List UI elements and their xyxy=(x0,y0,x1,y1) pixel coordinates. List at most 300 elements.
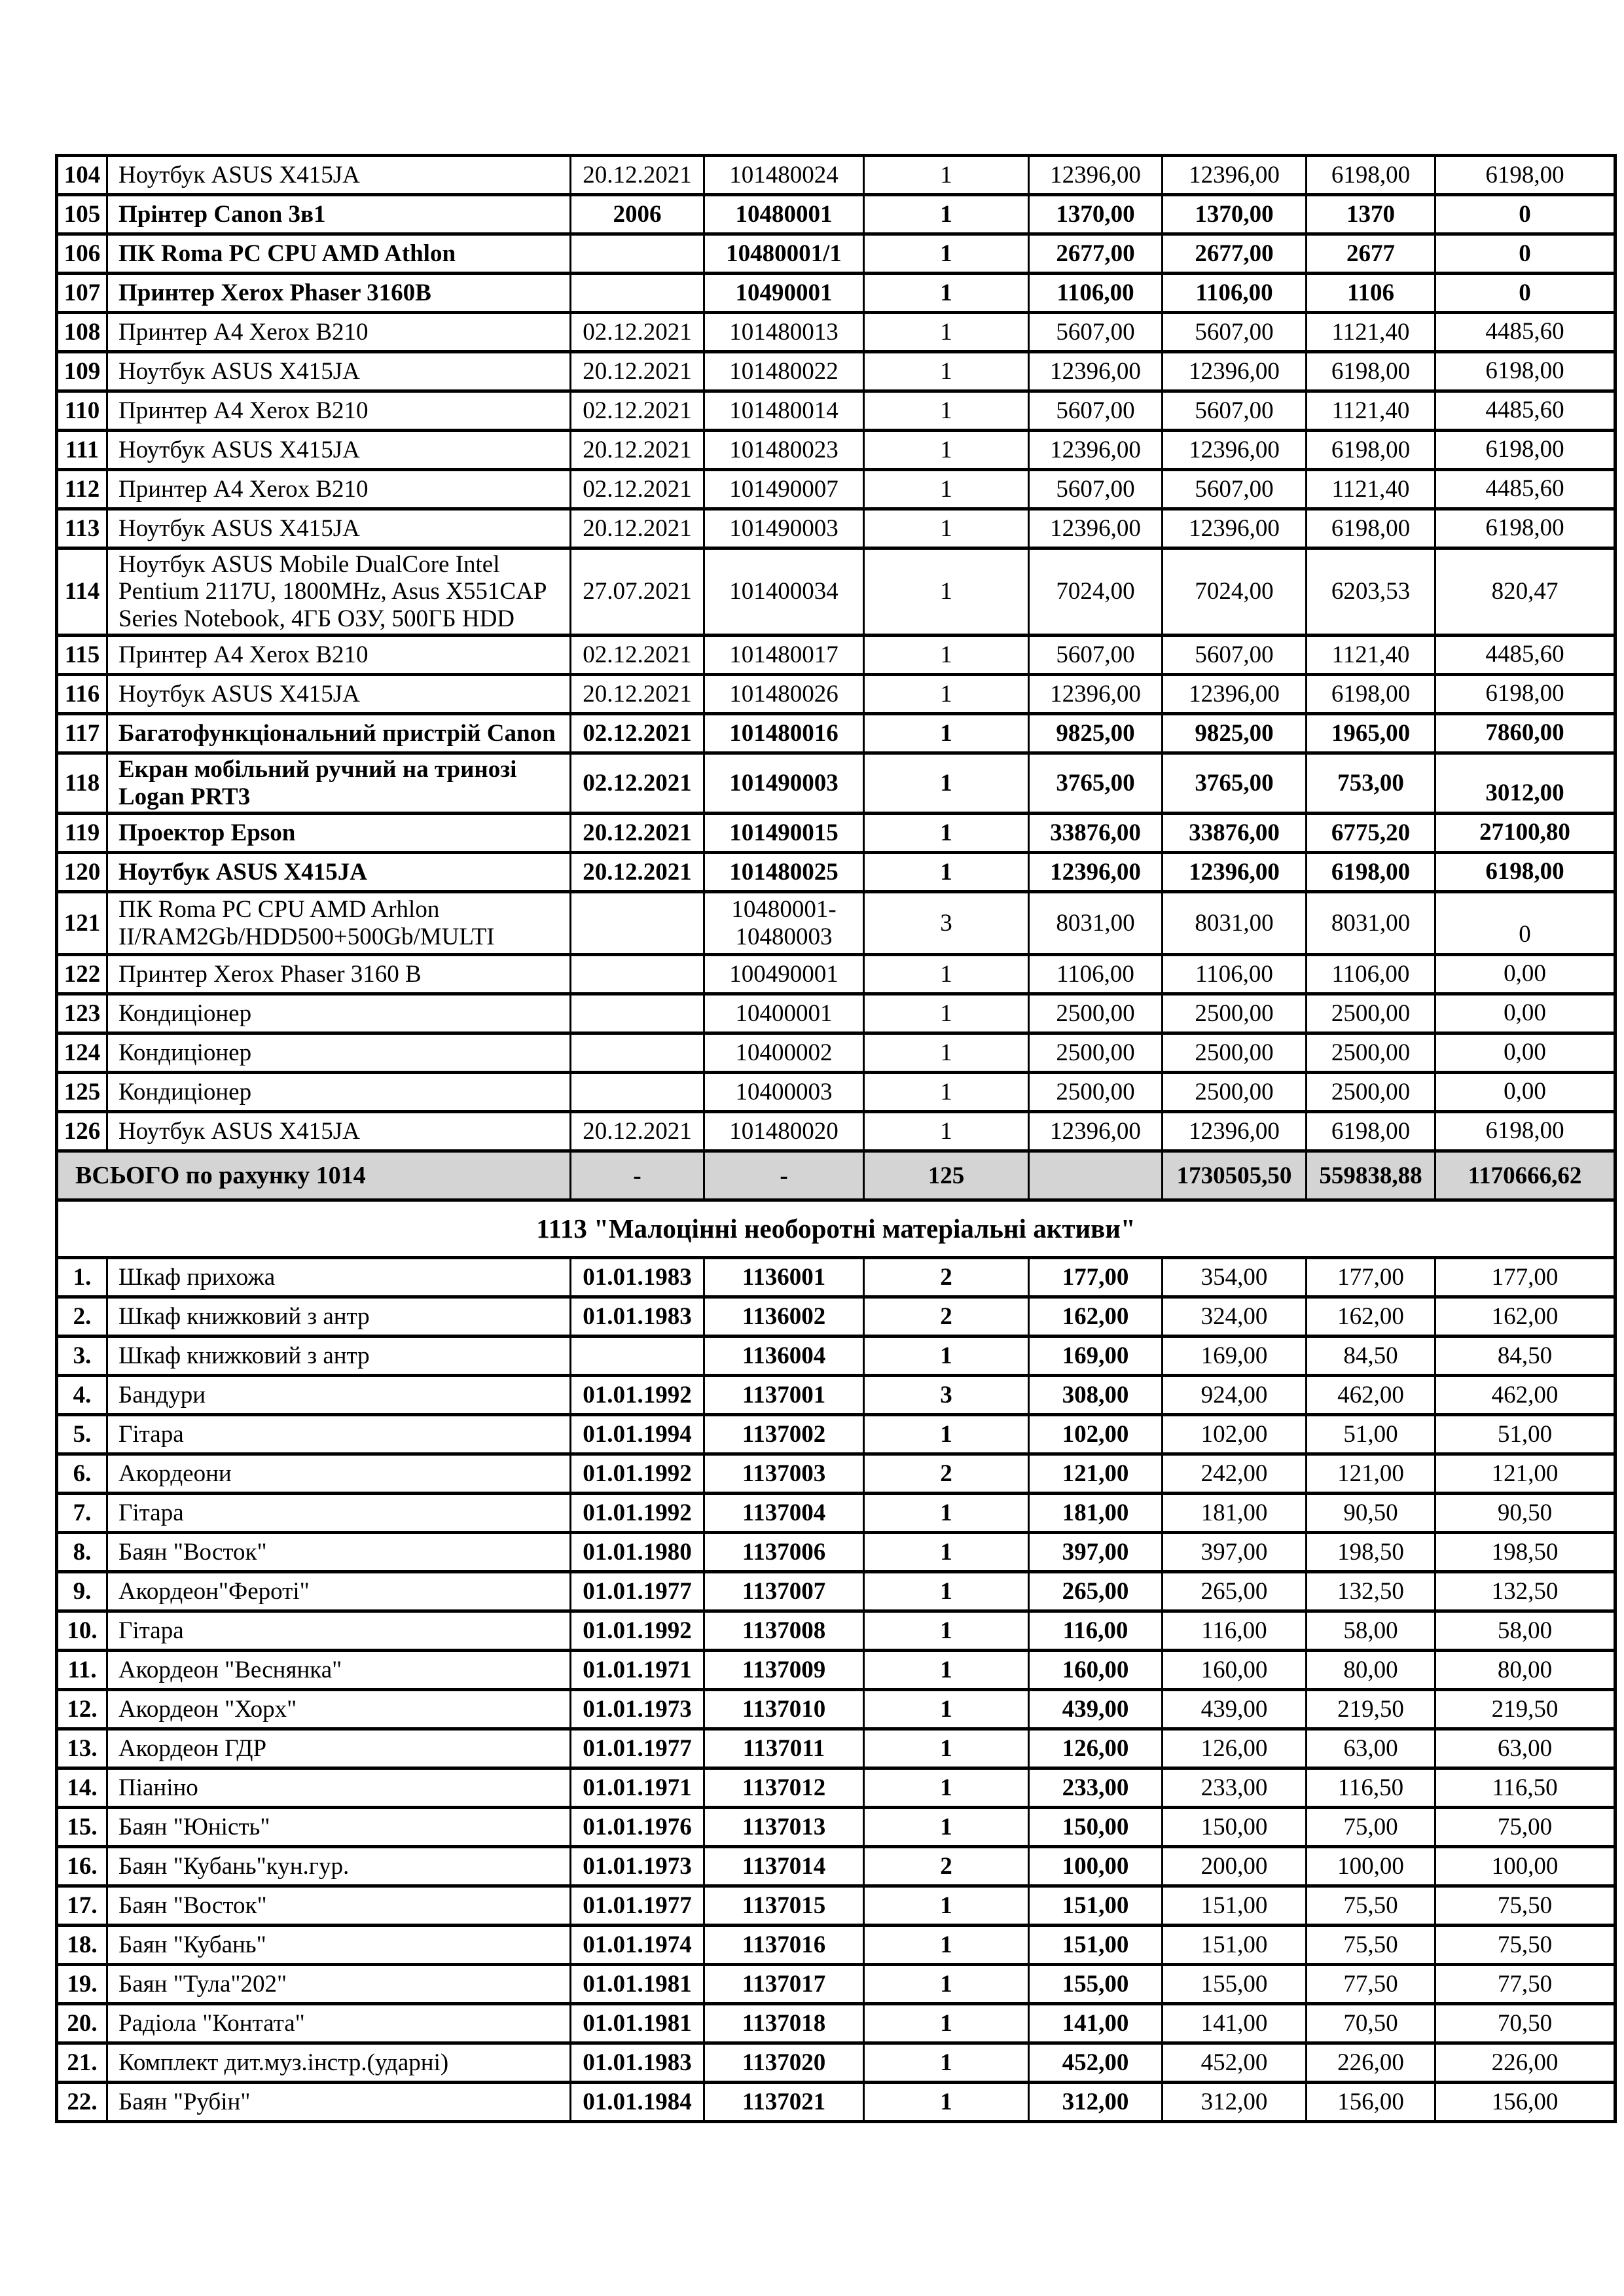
cell-inventory-number: 101480013 xyxy=(704,313,864,352)
cell-residual: 80,00 xyxy=(1435,1651,1615,1690)
cell-price: 12396,00 xyxy=(1029,156,1163,195)
cell-residual: 156,00 xyxy=(1435,2083,1615,2122)
cell-item-name: Ноутбук ASUS X415JA xyxy=(107,675,571,714)
cell-item-name: ПК Roma PC CPU AMD Arhlon II/RAM2Gb/HDD500+500Gb/MULTI xyxy=(107,892,571,955)
cell-price: 452,00 xyxy=(1029,2043,1163,2083)
table-row xyxy=(57,955,1615,994)
cell-quantity: 2 xyxy=(864,1258,1029,1297)
cell-sum: 155,00 xyxy=(1163,1965,1307,2004)
section-1113-title: 1113 "Малоцінні необоротні матеріальні активи" xyxy=(57,1200,1615,1258)
cell-sum: 9825,00 xyxy=(1163,714,1307,753)
table-row xyxy=(57,352,1615,391)
cell-price: 151,00 xyxy=(1029,1926,1163,1965)
cell-item-name: Прінтер Canon 3в1 xyxy=(107,195,571,234)
cell-sum: 12396,00 xyxy=(1163,1112,1307,1151)
cell-wear: 80,00 xyxy=(1307,1651,1435,1690)
cell-item-name: Ноутбук ASUS X415JA xyxy=(107,509,571,548)
cell-item-name: Акордеон"Фероті" xyxy=(107,1572,571,1611)
cell-inventory-number: 1137013 xyxy=(704,1808,864,1847)
cell-date: 01.01.1980 xyxy=(571,1533,704,1572)
cell-sum: 12396,00 xyxy=(1163,509,1307,548)
cell-quantity: 1 xyxy=(864,2083,1029,2122)
cell-row-number: 10. xyxy=(57,1611,107,1651)
cell-row-number: 14. xyxy=(57,1768,107,1808)
table-row xyxy=(57,1651,1615,1690)
cell-quantity: 1 xyxy=(864,195,1029,234)
cell-item-name: Ноутбук ASUS X415JA xyxy=(107,156,571,195)
cell-date: 01.01.1971 xyxy=(571,1651,704,1690)
cell-row-number: 9. xyxy=(57,1572,107,1611)
cell-sum: 126,00 xyxy=(1163,1729,1307,1768)
cell-item-name: Ноутбук ASUS Mobile DualCore Intel Pentium 2117U, 1800MHz, Asus X551CAP Series Notebook, 4ГБ ОЗУ, 500ГБ HDD xyxy=(107,548,571,636)
cell-quantity: 1 xyxy=(864,1494,1029,1533)
cell-item-name: Піаніно xyxy=(107,1768,571,1808)
cell-inventory-number: 101480025 xyxy=(704,853,864,892)
cell-row-number: 1. xyxy=(57,1258,107,1297)
cell-wear: 132,50 xyxy=(1307,1572,1435,1611)
cell-quantity: 1 xyxy=(864,1533,1029,1572)
cell-date xyxy=(571,892,704,955)
cell-residual: 462,00 xyxy=(1435,1376,1615,1415)
cell-inventory-number: 1137011 xyxy=(704,1729,864,1768)
cell-inventory-number: 1137008 xyxy=(704,1611,864,1651)
cell-sum: 33876,00 xyxy=(1163,814,1307,853)
cell-item-name: Принтер Xerox Phaser 3160 В xyxy=(107,955,571,994)
cell-quantity: 3 xyxy=(864,892,1029,955)
cell-price: 3765,00 xyxy=(1029,753,1163,814)
cell-date: 01.01.1976 xyxy=(571,1808,704,1847)
cell-inventory-number: 101480014 xyxy=(704,391,864,431)
cell-residual: 3012,00 xyxy=(1435,753,1615,814)
cell-residual: 820,47 xyxy=(1435,548,1615,636)
cell-price: 397,00 xyxy=(1029,1533,1163,1572)
cell-wear: 70,50 xyxy=(1307,2004,1435,2043)
cell-sum: 439,00 xyxy=(1163,1690,1307,1729)
cell-residual: 7860,00 xyxy=(1435,714,1615,753)
cell-quantity: 3 xyxy=(864,1376,1029,1415)
cell-row-number: 111 xyxy=(57,431,107,470)
cell-item-name: Баян "Рубін" xyxy=(107,2083,571,2122)
cell-item-name: Радіола "Контата" xyxy=(107,2004,571,2043)
table-row xyxy=(57,1073,1615,1112)
cell-wear: 1965,00 xyxy=(1307,714,1435,753)
cell-wear: 1370 xyxy=(1307,195,1435,234)
cell-inventory-number: 1136004 xyxy=(704,1336,864,1376)
cell-wear: 1121,40 xyxy=(1307,391,1435,431)
cell-row-number: 108 xyxy=(57,313,107,352)
cell-quantity: 1 xyxy=(864,1886,1029,1926)
cell-residual: 0 xyxy=(1435,195,1615,234)
cell-date xyxy=(571,234,704,274)
cell-inventory-number: 101480024 xyxy=(704,156,864,195)
cell-sum: 2500,00 xyxy=(1163,1033,1307,1073)
table-row xyxy=(57,313,1615,352)
cell-item-name: Акордеон "Веснянка" xyxy=(107,1651,571,1690)
cell-row-number: 116 xyxy=(57,675,107,714)
table-row xyxy=(57,1297,1615,1336)
cell-quantity: 1 xyxy=(864,470,1029,509)
cell-row-number: 120 xyxy=(57,853,107,892)
table-row xyxy=(57,2083,1615,2122)
table-row xyxy=(57,156,1615,195)
cell-sum: 12396,00 xyxy=(1163,853,1307,892)
cell-item-name: Багатофункціональний пристрій Canon xyxy=(107,714,571,753)
cell-item-name: ПК Roma PC CPU AMD Athlon xyxy=(107,234,571,274)
cell-wear: 2677 xyxy=(1307,234,1435,274)
cell-price: 2500,00 xyxy=(1029,1033,1163,1073)
cell-date: 01.01.1981 xyxy=(571,2004,704,2043)
table-row xyxy=(57,548,1615,636)
cell-date: 01.01.1973 xyxy=(571,1690,704,1729)
cell-quantity: 1 xyxy=(864,1336,1029,1376)
cell-residual: 121,00 xyxy=(1435,1454,1615,1494)
cell-row-number: 4. xyxy=(57,1376,107,1415)
cell-wear: 6775,20 xyxy=(1307,814,1435,853)
cell-date xyxy=(571,1336,704,1376)
table-row xyxy=(57,1454,1615,1494)
table-row xyxy=(57,1729,1615,1768)
cell-inventory-number: 101400034 xyxy=(704,548,864,636)
cell-item-name: Баян "Кубань"кун.гур. xyxy=(107,1847,571,1886)
cell-date: 02.12.2021 xyxy=(571,313,704,352)
cell-price: 169,00 xyxy=(1029,1336,1163,1376)
cell-inventory-number: 101490003 xyxy=(704,753,864,814)
cell-residual: 132,50 xyxy=(1435,1572,1615,1611)
cell-item-name: Шкаф книжковий з антр xyxy=(107,1297,571,1336)
cell-price: 102,00 xyxy=(1029,1415,1163,1454)
cell-wear: 6198,00 xyxy=(1307,352,1435,391)
cell-wear: 121,00 xyxy=(1307,1454,1435,1494)
cell-date: 01.01.1973 xyxy=(571,1847,704,1886)
cell-price: 2500,00 xyxy=(1029,1073,1163,1112)
cell-inventory-number: 1137007 xyxy=(704,1572,864,1611)
section-header-row xyxy=(57,1200,1615,1258)
cell-price: 160,00 xyxy=(1029,1651,1163,1690)
cell-sum: 5607,00 xyxy=(1163,391,1307,431)
cell-price: 33876,00 xyxy=(1029,814,1163,853)
cell-item-name: Шкаф прихожа xyxy=(107,1258,571,1297)
cell-sum: 2500,00 xyxy=(1163,994,1307,1033)
cell-date: 01.01.1983 xyxy=(571,1258,704,1297)
cell-wear: 226,00 xyxy=(1307,2043,1435,2083)
cell-quantity: 1 xyxy=(864,853,1029,892)
cell-sum: 5607,00 xyxy=(1163,470,1307,509)
cell-wear: 6198,00 xyxy=(1307,675,1435,714)
cell-inventory-number: 1137002 xyxy=(704,1415,864,1454)
totals-body xyxy=(57,1151,1615,1258)
cell-residual: 84,50 xyxy=(1435,1336,1615,1376)
cell-residual: 90,50 xyxy=(1435,1494,1615,1533)
cell-date xyxy=(571,994,704,1033)
cell-item-name: Баян "Восток" xyxy=(107,1886,571,1926)
cell-row-number: 124 xyxy=(57,1033,107,1073)
table-row xyxy=(57,1926,1615,1965)
table-row xyxy=(57,1690,1615,1729)
cell-residual: 51,00 xyxy=(1435,1415,1615,1454)
cell-wear: 58,00 xyxy=(1307,1611,1435,1651)
totals-sum: 1730505,50 xyxy=(1163,1151,1307,1200)
cell-quantity: 1 xyxy=(864,156,1029,195)
cell-date xyxy=(571,274,704,313)
section-1113-body xyxy=(57,1258,1615,2122)
cell-wear: 6203,53 xyxy=(1307,548,1435,636)
cell-quantity: 1 xyxy=(864,391,1029,431)
cell-row-number: 110 xyxy=(57,391,107,431)
cell-price: 126,00 xyxy=(1029,1729,1163,1768)
cell-row-number: 106 xyxy=(57,234,107,274)
cell-price: 100,00 xyxy=(1029,1847,1163,1886)
cell-price: 121,00 xyxy=(1029,1454,1163,1494)
table-row xyxy=(57,470,1615,509)
cell-sum: 2677,00 xyxy=(1163,234,1307,274)
table-row xyxy=(57,636,1615,675)
cell-quantity: 1 xyxy=(864,274,1029,313)
cell-quantity: 1 xyxy=(864,675,1029,714)
cell-quantity: 1 xyxy=(864,1611,1029,1651)
cell-item-name: Гітара xyxy=(107,1611,571,1651)
cell-sum: 200,00 xyxy=(1163,1847,1307,1886)
cell-inventory-number: 1136002 xyxy=(704,1297,864,1336)
cell-row-number: 5. xyxy=(57,1415,107,1454)
cell-wear: 51,00 xyxy=(1307,1415,1435,1454)
cell-inventory-number: 100490001 xyxy=(704,955,864,994)
cell-date xyxy=(571,955,704,994)
table-row xyxy=(57,391,1615,431)
cell-wear: 116,50 xyxy=(1307,1768,1435,1808)
cell-date: 20.12.2021 xyxy=(571,156,704,195)
cell-residual: 116,50 xyxy=(1435,1768,1615,1808)
inventory-table xyxy=(55,154,1617,2123)
cell-date: 01.01.1992 xyxy=(571,1611,704,1651)
cell-quantity: 2 xyxy=(864,1454,1029,1494)
cell-price: 7024,00 xyxy=(1029,548,1163,636)
cell-date: 20.12.2021 xyxy=(571,853,704,892)
table-row xyxy=(57,1336,1615,1376)
cell-date: 01.01.1977 xyxy=(571,1886,704,1926)
cell-inventory-number: 10400002 xyxy=(704,1033,864,1073)
cell-sum: 1106,00 xyxy=(1163,274,1307,313)
cell-wear: 1106 xyxy=(1307,274,1435,313)
cell-price: 5607,00 xyxy=(1029,391,1163,431)
table-row xyxy=(57,853,1615,892)
cell-residual: 0,00 xyxy=(1435,955,1615,994)
cell-item-name: Баян "Тула"202" xyxy=(107,1965,571,2004)
cell-price: 12396,00 xyxy=(1029,675,1163,714)
cell-item-name: Баян "Кубань" xyxy=(107,1926,571,1965)
cell-row-number: 121 xyxy=(57,892,107,955)
cell-item-name: Шкаф книжковий з антр xyxy=(107,1336,571,1376)
cell-inventory-number: 10400001 xyxy=(704,994,864,1033)
cell-sum: 151,00 xyxy=(1163,1886,1307,1926)
cell-residual: 0 xyxy=(1435,892,1615,955)
cell-sum: 5607,00 xyxy=(1163,636,1307,675)
cell-price: 150,00 xyxy=(1029,1808,1163,1847)
cell-residual: 4485,60 xyxy=(1435,470,1615,509)
totals-inv: - xyxy=(704,1151,864,1200)
cell-inventory-number: 101480016 xyxy=(704,714,864,753)
cell-item-name: Акордеон "Хорх" xyxy=(107,1690,571,1729)
cell-sum: 150,00 xyxy=(1163,1808,1307,1847)
table-row xyxy=(57,892,1615,955)
cell-quantity: 1 xyxy=(864,1572,1029,1611)
cell-inventory-number: 1137014 xyxy=(704,1847,864,1886)
cell-inventory-number: 1137010 xyxy=(704,1690,864,1729)
cell-item-name: Гітара xyxy=(107,1415,571,1454)
cell-quantity: 1 xyxy=(864,814,1029,853)
cell-quantity: 1 xyxy=(864,1808,1029,1847)
cell-date: 01.01.1974 xyxy=(571,1926,704,1965)
cell-residual: 0,00 xyxy=(1435,1073,1615,1112)
cell-price: 162,00 xyxy=(1029,1297,1163,1336)
cell-wear: 6198,00 xyxy=(1307,509,1435,548)
cell-sum: 151,00 xyxy=(1163,1926,1307,1965)
cell-sum: 242,00 xyxy=(1163,1454,1307,1494)
cell-row-number: 112 xyxy=(57,470,107,509)
cell-row-number: 118 xyxy=(57,753,107,814)
cell-quantity: 2 xyxy=(864,1847,1029,1886)
cell-row-number: 6. xyxy=(57,1454,107,1494)
table-row xyxy=(57,753,1615,814)
cell-quantity: 1 xyxy=(864,509,1029,548)
cell-date: 02.12.2021 xyxy=(571,714,704,753)
cell-inventory-number: 10400003 xyxy=(704,1073,864,1112)
cell-row-number: 20. xyxy=(57,2004,107,2043)
cell-wear: 75,00 xyxy=(1307,1808,1435,1847)
cell-quantity: 1 xyxy=(864,2004,1029,2043)
cell-price: 2677,00 xyxy=(1029,234,1163,274)
cell-wear: 1121,40 xyxy=(1307,470,1435,509)
cell-row-number: 122 xyxy=(57,955,107,994)
cell-inventory-number: 1137006 xyxy=(704,1533,864,1572)
cell-item-name: Баян "Юність" xyxy=(107,1808,571,1847)
cell-item-name: Акордеон ГДР xyxy=(107,1729,571,1768)
cell-sum: 181,00 xyxy=(1163,1494,1307,1533)
cell-price: 5607,00 xyxy=(1029,636,1163,675)
cell-residual: 4485,60 xyxy=(1435,636,1615,675)
cell-residual: 75,00 xyxy=(1435,1808,1615,1847)
table-row xyxy=(57,1886,1615,1926)
table-row xyxy=(57,1768,1615,1808)
cell-item-name: Ноутбук ASUS X415JA xyxy=(107,853,571,892)
cell-row-number: 109 xyxy=(57,352,107,391)
cell-wear: 6198,00 xyxy=(1307,156,1435,195)
cell-sum: 102,00 xyxy=(1163,1415,1307,1454)
cell-residual: 0,00 xyxy=(1435,1033,1615,1073)
cell-quantity: 1 xyxy=(864,1073,1029,1112)
table-row xyxy=(57,274,1615,313)
cell-residual: 27100,80 xyxy=(1435,814,1615,853)
table-row xyxy=(57,1112,1615,1151)
cell-residual: 70,50 xyxy=(1435,2004,1615,2043)
cell-sum: 924,00 xyxy=(1163,1376,1307,1415)
table-row xyxy=(57,431,1615,470)
cell-row-number: 126 xyxy=(57,1112,107,1151)
cell-residual: 6198,00 xyxy=(1435,853,1615,892)
cell-row-number: 105 xyxy=(57,195,107,234)
cell-inventory-number: 101490007 xyxy=(704,470,864,509)
cell-item-name: Принтер А4 Xerox В210 xyxy=(107,313,571,352)
cell-price: 439,00 xyxy=(1029,1690,1163,1729)
cell-row-number: 8. xyxy=(57,1533,107,1572)
cell-price: 5607,00 xyxy=(1029,470,1163,509)
cell-sum: 1370,00 xyxy=(1163,195,1307,234)
table-row xyxy=(57,1965,1615,2004)
cell-inventory-number: 101480026 xyxy=(704,675,864,714)
cell-sum: 2500,00 xyxy=(1163,1073,1307,1112)
table-row xyxy=(57,1847,1615,1886)
cell-wear: 1121,40 xyxy=(1307,636,1435,675)
cell-price: 1106,00 xyxy=(1029,274,1163,313)
cell-row-number: 13. xyxy=(57,1729,107,1768)
cell-wear: 2500,00 xyxy=(1307,994,1435,1033)
cell-sum: 7024,00 xyxy=(1163,548,1307,636)
cell-price: 12396,00 xyxy=(1029,853,1163,892)
totals-qty: 125 xyxy=(864,1151,1029,1200)
cell-wear: 6198,00 xyxy=(1307,853,1435,892)
cell-residual: 198,50 xyxy=(1435,1533,1615,1572)
cell-inventory-number: 101490003 xyxy=(704,509,864,548)
cell-quantity: 1 xyxy=(864,352,1029,391)
cell-wear: 8031,00 xyxy=(1307,892,1435,955)
table-row xyxy=(57,1258,1615,1297)
cell-price: 177,00 xyxy=(1029,1258,1163,1297)
cell-date xyxy=(571,1073,704,1112)
cell-date: 02.12.2021 xyxy=(571,636,704,675)
cell-item-name: Акордеони xyxy=(107,1454,571,1494)
cell-inventory-number: 101480020 xyxy=(704,1112,864,1151)
cell-price: 312,00 xyxy=(1029,2083,1163,2122)
cell-sum: 8031,00 xyxy=(1163,892,1307,955)
cell-wear: 84,50 xyxy=(1307,1336,1435,1376)
cell-inventory-number: 101490015 xyxy=(704,814,864,853)
cell-price: 5607,00 xyxy=(1029,313,1163,352)
table-row xyxy=(57,1611,1615,1651)
totals-label: ВСЬОГО по рахунку 1014 xyxy=(57,1151,571,1200)
cell-row-number: 113 xyxy=(57,509,107,548)
cell-item-name: Кондиціонер xyxy=(107,1073,571,1112)
totals-wear: 559838,88 xyxy=(1307,1151,1435,1200)
cell-inventory-number: 10480001/1 xyxy=(704,234,864,274)
cell-wear: 198,50 xyxy=(1307,1533,1435,1572)
cell-price: 12396,00 xyxy=(1029,509,1163,548)
cell-sum: 12396,00 xyxy=(1163,352,1307,391)
cell-inventory-number: 101480023 xyxy=(704,431,864,470)
cell-quantity: 1 xyxy=(864,1690,1029,1729)
cell-quantity: 1 xyxy=(864,313,1029,352)
cell-date: 01.01.1992 xyxy=(571,1494,704,1533)
cell-date: 01.01.1992 xyxy=(571,1376,704,1415)
cell-sum: 452,00 xyxy=(1163,2043,1307,2083)
cell-wear: 2500,00 xyxy=(1307,1033,1435,1073)
cell-item-name: Принтер А4 Xerox В210 xyxy=(107,391,571,431)
cell-inventory-number: 1137001 xyxy=(704,1376,864,1415)
cell-item-name: Кондиціонер xyxy=(107,994,571,1033)
section-1014-body xyxy=(57,156,1615,1151)
table-row xyxy=(57,195,1615,234)
cell-wear: 753,00 xyxy=(1307,753,1435,814)
cell-row-number: 19. xyxy=(57,1965,107,2004)
cell-row-number: 17. xyxy=(57,1886,107,1926)
cell-wear: 162,00 xyxy=(1307,1297,1435,1336)
cell-date: 20.12.2021 xyxy=(571,352,704,391)
cell-sum: 1106,00 xyxy=(1163,955,1307,994)
cell-residual: 63,00 xyxy=(1435,1729,1615,1768)
cell-price: 116,00 xyxy=(1029,1611,1163,1651)
cell-item-name: Ноутбук ASUS X415JA xyxy=(107,352,571,391)
cell-inventory-number: 1137020 xyxy=(704,2043,864,2083)
cell-sum: 397,00 xyxy=(1163,1533,1307,1572)
cell-wear: 6198,00 xyxy=(1307,431,1435,470)
